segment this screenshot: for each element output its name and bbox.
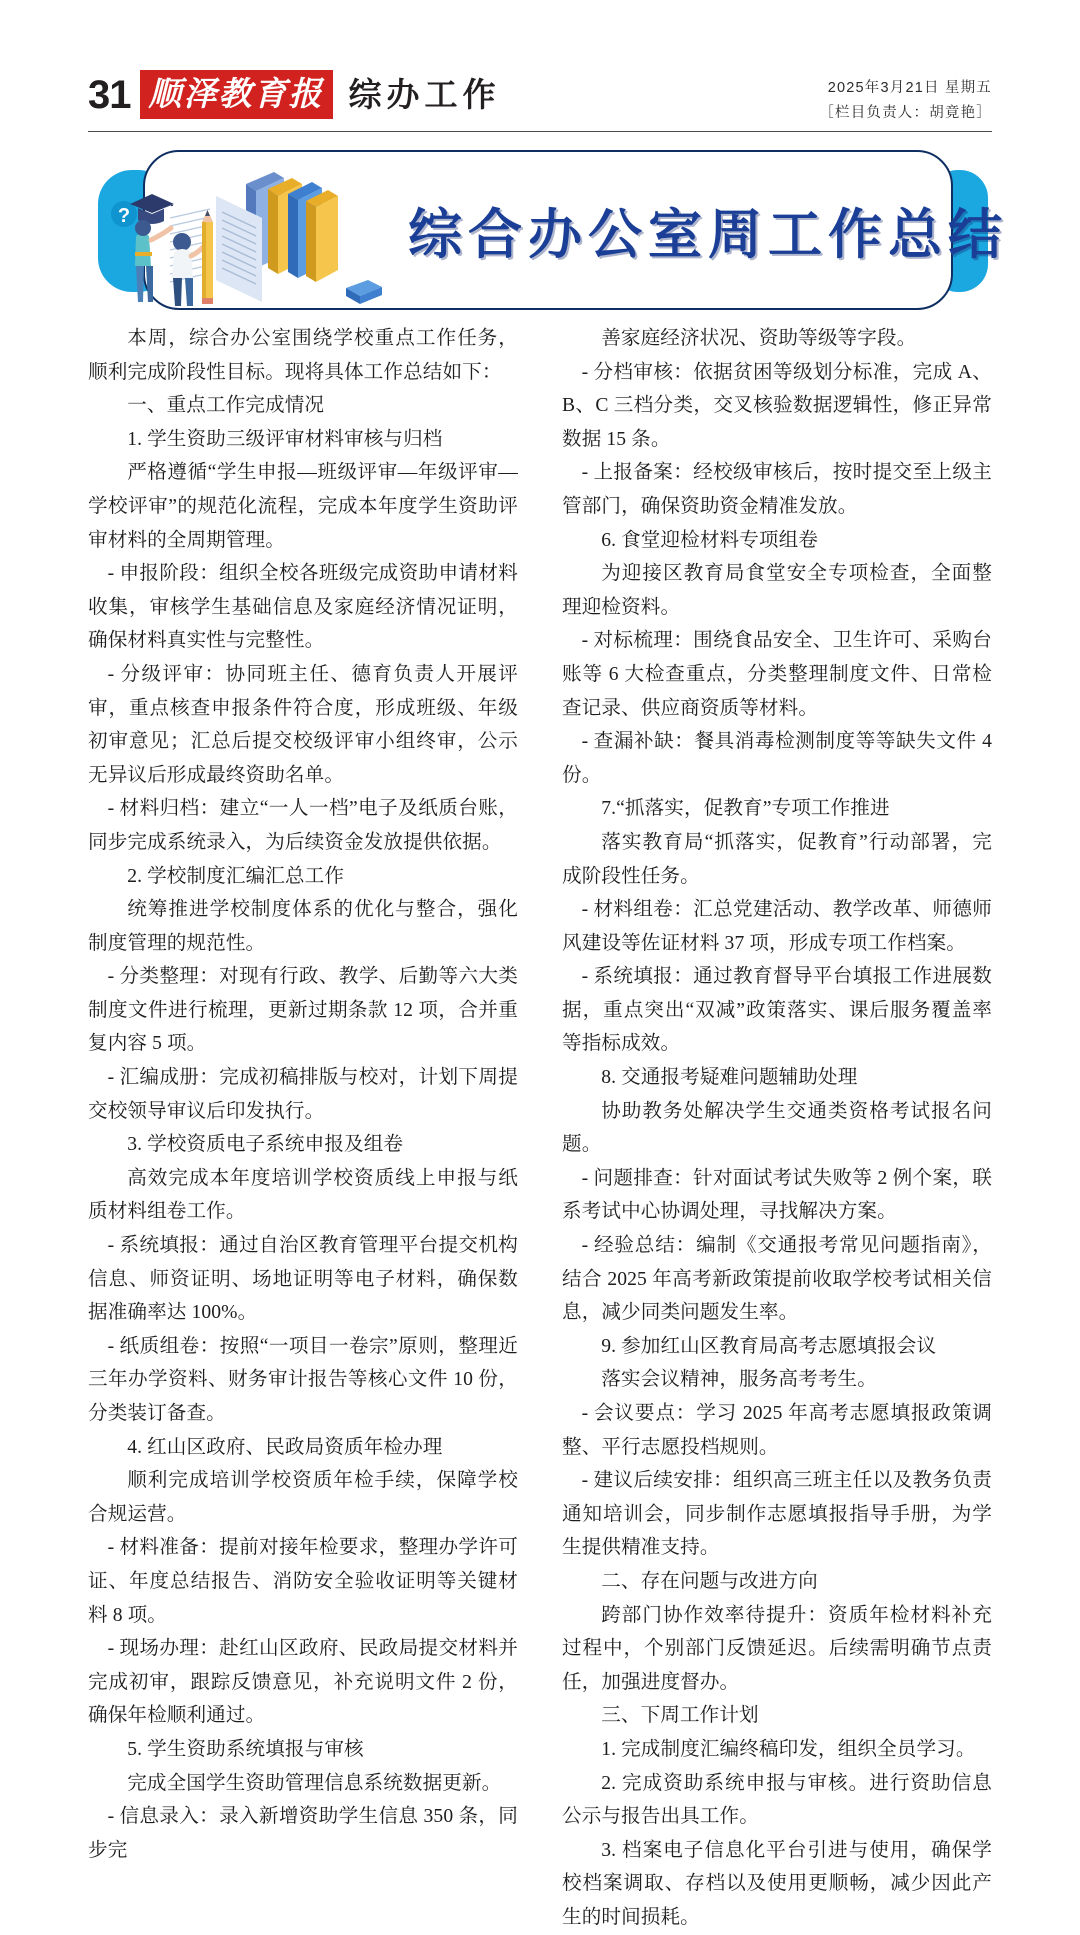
article-paragraph: - 经验总结：编制《交通报考常见问题指南》，结合 2025 年高考新政策提前收取学校考试相关信息，减少同类问题发生率。 [562, 1235, 992, 1324]
article-paragraph: 7.“抓落实，促教育”专项工作推进 [601, 798, 890, 820]
article-paragraph: - 材料归档：建立“一人一档”电子及纸质台账，同步完成系统录入，为后续资金发放提供依据。 [88, 798, 518, 853]
article-paragraph: - 建议后续安排：组织高三班主任以及教务负责通知培训会，同步制作志愿填报指导手册，为学生提供精准支持。 [562, 1470, 992, 1559]
article-paragraph: 落实会议精神，服务高考考生。 [601, 1369, 877, 1391]
books-and-students-illustration [106, 156, 416, 308]
small-book-icon [346, 280, 382, 304]
article-paragraph: - 材料组卷：汇总党建活动、教学改革、师德师风建设等佐证材料 37 项，形成专项工作档案。 [562, 899, 992, 954]
article-left-column [88, 322, 518, 1861]
article-paragraph: 本周，综合办公室围绕学校重点工作任务，顺利完成阶段性目标。现将具体工作总结如下： [88, 328, 518, 383]
masthead-left-group [88, 70, 501, 119]
section-name: 综办工作 [348, 76, 501, 113]
title-banner [98, 148, 1008, 313]
article-paragraph: 4. 红山区政府、民政局资质年检办理 [127, 1436, 443, 1458]
article-paragraph: 顺利完成培训学校资质年检手续，保障学校合规运营。 [88, 1470, 518, 1525]
page-number: 31 [88, 72, 131, 117]
article-paragraph: - 会议要点：学习 2025 年高考志愿填报政策调整、平行志愿投档规则。 [562, 1403, 992, 1458]
article-paragraph: 一、重点工作完成情况 [127, 395, 325, 417]
article-paragraph: - 查漏补缺：餐具消毒检测制度等等缺失文件 4 份。 [562, 731, 992, 786]
article-paragraph: 善家庭经济状况、资助等级等字段。 [601, 328, 917, 349]
article-paragraph: 完成全国学生资助管理信息系统数据更新。 [127, 1772, 502, 1794]
article-paragraph: - 对标梳理：围绕食品安全、卫生许可、采购台账等 6 大检查重点，分类整理制度文件、日常检查记录、供应商资质等材料。 [562, 630, 992, 719]
article-paragraph: - 问题排查：针对面试考试失败等 2 例个案，联系考试中心协调处理，寻找解决方案。 [562, 1167, 992, 1223]
article-paragraph: 三、下周工作计划 [601, 1705, 759, 1727]
masthead-divider [88, 131, 992, 132]
paper-name-logo: 顺泽教育报 [140, 70, 333, 119]
article-paragraph: 1. 完成制度汇编终稿印发，组织全员学习。 [601, 1738, 976, 1760]
article-paragraph: - 分类整理：对现有行政、教学、后勤等六大类制度文件进行梳理，更新过期条款 12 项，合并重复内容 5 项。 [88, 966, 518, 1055]
article-paragraph: - 分级评审：协同班主任、德育负责人开展评审，重点核查申报条件符合度，形成班级、年级初审意见；汇总后提交校级评审小组终审，公示无异议后形成最终资助名单。 [88, 663, 518, 786]
article-paragraph: 跨部门协作效率待提升：资质年检材料补充过程中，个别部门反馈延迟。后续需明确节点责任，加强进度督办。 [562, 1604, 992, 1693]
article-right-column [562, 322, 992, 1928]
article-paragraph: 落实教育局“抓落实，促教育”行动部署，完成阶段性任务。 [562, 831, 992, 887]
masthead [0, 0, 1080, 136]
article-paragraph: 9. 参加红山区教育局高考志愿填报会议 [601, 1335, 937, 1357]
article-paragraph: - 汇编成册：完成初稿排版与校对，计划下周提交校领导审议后印发执行。 [88, 1067, 518, 1122]
article-paragraph: - 上报备案：经校级审核后，按时提交至上级主管部门，确保资助资金精准发放。 [562, 462, 992, 517]
article-paragraph: 严格遵循“学生申报—班级评审—年级评审—学校评审”的规范化流程，完成本年度学生资助评审材料的全周期管理。 [88, 462, 518, 551]
article-paragraph: 1. 学生资助三级评审材料审核与归档 [127, 428, 443, 450]
article-paragraph: 高效完成本年度培训学校资质线上申报与纸质材料组卷工作。 [88, 1167, 518, 1223]
article-paragraph: 6. 食堂迎检材料专项组卷 [601, 529, 819, 551]
article-paragraph: 8. 交通报考疑难问题辅助处理 [601, 1067, 858, 1089]
banner-title: 综合办公室周工作总结 [408, 205, 1008, 265]
article-paragraph: 2. 学校制度汇编汇总工作 [127, 865, 345, 887]
publication-date: 2025年3月21日 星期五 [827, 80, 992, 96]
article-paragraph: - 现场办理：赴红山区政府、民政局提交材料并完成初审，跟踪反馈意见，补充说明文件 2 份，确保年检顺利通过。 [88, 1638, 518, 1727]
article-paragraph: - 材料准备：提前对接年检要求，整理办学许可证、年度总结报告、消防安全验收证明等关键材料 8 项。 [88, 1537, 518, 1626]
article-paragraph: - 信息录入：录入新增资助学生信息 350 条，同步完 [88, 1806, 518, 1861]
article-paragraph: 协助教务处解决学生交通类资格考试报名问题。 [562, 1100, 992, 1156]
article-paragraph: - 申报阶段：组织全校各班级完成资助申请材料收集，审核学生基础信息及家庭经济情况证明，确保材料真实性与完整性。 [88, 563, 518, 652]
article-paragraph: - 分档审核：依据贫困等级划分标准，完成 A、B、C 三档分类，交叉核验数据逻辑性，修正异常数据 15 条。 [562, 361, 992, 450]
article-paragraph: 3. 学校资质电子系统申报及组卷 [127, 1134, 404, 1156]
column-editor: ［栏目负责人：胡竟艳］ [819, 105, 992, 122]
article-paragraph: 二、存在问题与改进方向 [601, 1570, 818, 1592]
article-paragraph: 5. 学生资助系统填报与审核 [127, 1738, 364, 1760]
article-paragraph: 为迎接区教育局食堂安全专项检查，全面整理迎检资料。 [562, 563, 992, 618]
article-paragraph: 3. 档案电子信息化平台引进与使用，确保学校档案调取、存档以及使用更顺畅，减少因此产生的时间损耗。 [562, 1839, 992, 1928]
article-paragraph: 统筹推进学校制度体系的优化与整合，强化制度管理的规范性。 [88, 899, 518, 954]
pencil-icon [202, 210, 213, 304]
question-mark-icon: ? [117, 205, 131, 227]
article-paragraph: - 系统填报：通过教育督导平台填报工作进展数据，重点突出“双减”政策落实、课后服务覆盖率等指标成效。 [562, 966, 992, 1055]
article-paragraph: - 纸质组卷：按照“一项目一卷宗”原则，整理近三年办学资料、财务审计报告等核心文件 10 份，分类装订备查。 [88, 1335, 518, 1424]
article-paragraph: - 系统填报：通过自治区教育管理平台提交机构信息、师资证明、场地证明等电子材料，确保数据准确率达 100%。 [88, 1235, 518, 1324]
masthead-meta [819, 76, 992, 127]
article-body [88, 322, 992, 1928]
article-paragraph: 2. 完成资助系统申报与审核。进行资助信息公示与报告出具工作。 [562, 1772, 992, 1828]
